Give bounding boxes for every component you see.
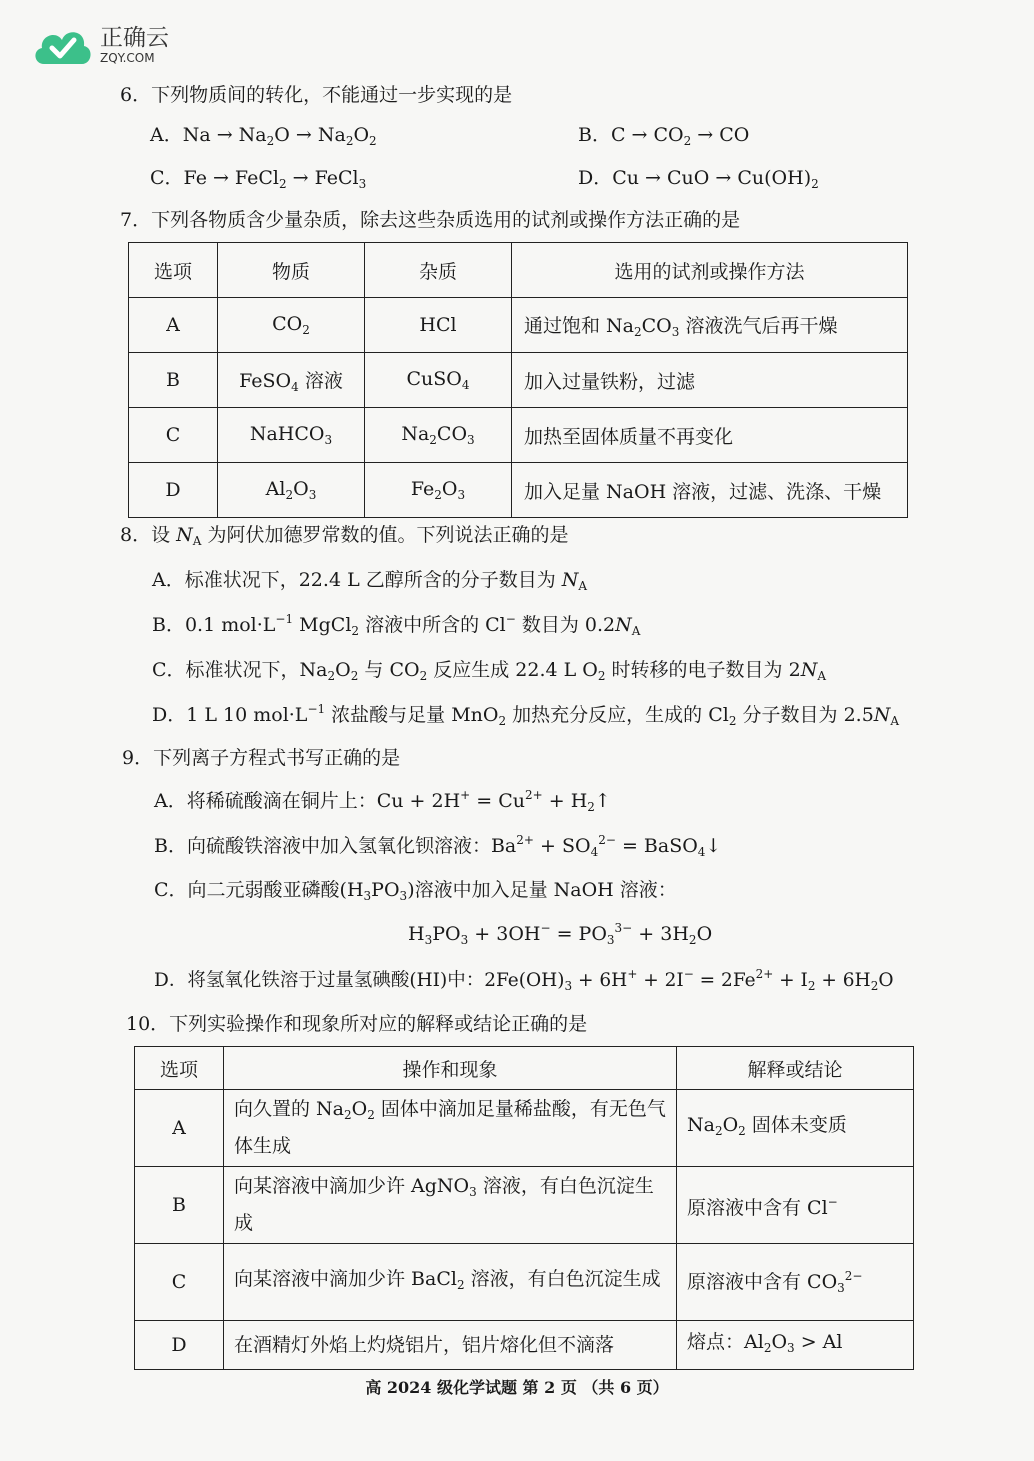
table-cell: 在酒精灯外焰上灼烧铝片，铝片熔化但不滴落 xyxy=(224,1321,677,1370)
table-cell: 原溶液中含有 $CO_3^{2-}$ xyxy=(677,1244,914,1321)
table-cell: C xyxy=(135,1244,224,1321)
table-cell: D xyxy=(135,1321,224,1370)
q8-option-c: C．标准状况下，$Na_2O_2$ 与 $CO_2$ 反应生成 22.4 L $O_2$ 时转移的电子数目为 $2N_A$ xyxy=(152,659,826,683)
q6-option-b: B．$C \to CO_2$ → CO xyxy=(578,124,750,148)
q8-stem: 8．设 $N_A$ 为阿伏加德罗常数的值。下列说法正确的是 xyxy=(120,524,569,548)
logo-en-text: ZQY.COM xyxy=(100,50,155,65)
table-cell: CuSO$_4$ xyxy=(365,353,512,408)
q8-option-d: D．1 L 10 $mol\cdot L^{-1}$ 浓盐酸与足量 MnO$_2$ 加热充分反应，生成的 $Cl_2$ 分子数目为 $2.5N_A$ xyxy=(152,702,900,728)
q9-option-d: D．将氢氧化铁溶于过量氢碘酸(HI)中：$2Fe(OH)_3 + 6H^+ + 2I^- = 2Fe^{2+} + I_2 + 6H_2O$ xyxy=(154,967,894,993)
brand-logo xyxy=(30,20,169,70)
q7-table xyxy=(128,242,908,518)
q9-option-b: B．向硫酸铁溶液中加入氢氧化钡溶液：$Ba^{2+} + SO_4^{2-}$ = BaSO$_4$↓ xyxy=(154,833,722,859)
table-cell: 熔点：$Al_2O_3 > Al$ xyxy=(677,1321,914,1370)
table-header-cell: 解释或结论 xyxy=(677,1047,914,1090)
table-row xyxy=(129,463,908,518)
q6-option-a: A．$Na \to Na_2O \to Na_2O_2$ xyxy=(150,124,377,148)
cloud-check-icon xyxy=(30,20,94,70)
q9-stem: 9．下列离子方程式书写正确的是 xyxy=(122,747,401,769)
q9-option-a: A．将稀硫酸滴在铜片上：$Cu + 2H^+ = Cu^{2+}$ + $H_2↑$ xyxy=(154,788,611,814)
q9-option-c: C．向二元弱酸亚磷酸$(H_3PO_3)$溶液中加入足量 NaOH 溶液： xyxy=(154,879,677,903)
q10-table xyxy=(134,1046,914,1370)
q10-stem: 10．下列实验操作和现象所对应的解释或结论正确的是 xyxy=(126,1013,588,1035)
table-cell: D xyxy=(129,463,218,518)
table-cell: NaHCO$_3$ xyxy=(218,408,365,463)
table-cell: B xyxy=(129,353,218,408)
table-cell: $Fe_2O_3$ xyxy=(365,463,512,518)
table-row xyxy=(135,1244,914,1321)
table-cell: $Na_2O_2$ 固体未变质 xyxy=(677,1090,914,1167)
table-row xyxy=(135,1321,914,1370)
table-header-row xyxy=(129,243,908,298)
table-header-cell: 物质 xyxy=(218,243,365,298)
table-cell: A xyxy=(129,298,218,353)
table-header-cell: 选项 xyxy=(135,1047,224,1090)
table-cell: 加入过量铁粉，过滤 xyxy=(512,353,908,408)
table-cell: 通过饱和 $Na_2CO_3$ 溶液洗气后再干燥 xyxy=(512,298,908,353)
q8-option-b: B．0.1 $mol\cdot L^{-1}$ MgCl$_2$ 溶液中所含的 Cl− 数目为 $0.2N_A$ xyxy=(152,612,641,638)
table-header-cell: 选用的试剂或操作方法 xyxy=(512,243,908,298)
q6-option-d: D．Cu → CuO → $Cu(OH)_2$ xyxy=(578,167,819,191)
table-row xyxy=(135,1167,914,1244)
table-cell: $CO_2$ xyxy=(218,298,365,353)
page-footer: 高 2024 级化学试题 第 2 页 （共 6 页） xyxy=(365,1378,669,1397)
q7-stem: 7．下列各物质含少量杂质，除去这些杂质选用的试剂或操作方法正确的是 xyxy=(120,209,741,231)
table-header-row xyxy=(135,1047,914,1090)
table-cell: $Al_2O_3$ xyxy=(218,463,365,518)
table-row xyxy=(129,408,908,463)
table-row xyxy=(129,353,908,408)
table-row xyxy=(129,298,908,353)
table-cell: 原溶液中含有 Cl− xyxy=(677,1167,914,1244)
table-cell: HCl xyxy=(365,298,512,353)
table-cell: $Na_2CO_3$ xyxy=(365,408,512,463)
table-cell: C xyxy=(129,408,218,463)
table-cell: 加入足量 NaOH 溶液，过滤、洗涤、干燥 xyxy=(512,463,908,518)
table-cell: 向某溶液中滴加少许 BaCl$_2$ 溶液，有白色沉淀生成 xyxy=(224,1244,677,1321)
q6-option-c: C．Fe → FeCl$_2$ → FeCl$_3$ xyxy=(150,167,367,191)
table-cell: 加热至固体质量不再变化 xyxy=(512,408,908,463)
table-cell: FeSO$_4$ 溶液 xyxy=(218,353,365,408)
q8-option-a: A．标准状况下，22.4 L 乙醇所含的分子数目为 $N_A$ xyxy=(152,569,588,593)
table-header-cell: 选项 xyxy=(129,243,218,298)
table-cell: B xyxy=(135,1167,224,1244)
table-row xyxy=(135,1090,914,1167)
logo-cn-text: 正确云 xyxy=(100,24,169,51)
q9-option-c-equation: $H_3PO_3 + 3OH^- = PO_3^{3-} + 3H_2O$ xyxy=(408,921,713,947)
q6-stem: 6．下列物质间的转化，不能通过一步实现的是 xyxy=(120,84,513,106)
table-cell: 向某溶液中滴加少许 AgNO$_3$ 溶液，有白色沉淀生成 xyxy=(224,1167,677,1244)
table-cell: 向久置的 $Na_2O_2$ 固体中滴加足量稀盐酸，有无色气体生成 xyxy=(224,1090,677,1167)
table-header-cell: 杂质 xyxy=(365,243,512,298)
table-cell: A xyxy=(135,1090,224,1167)
table-header-cell: 操作和现象 xyxy=(224,1047,677,1090)
